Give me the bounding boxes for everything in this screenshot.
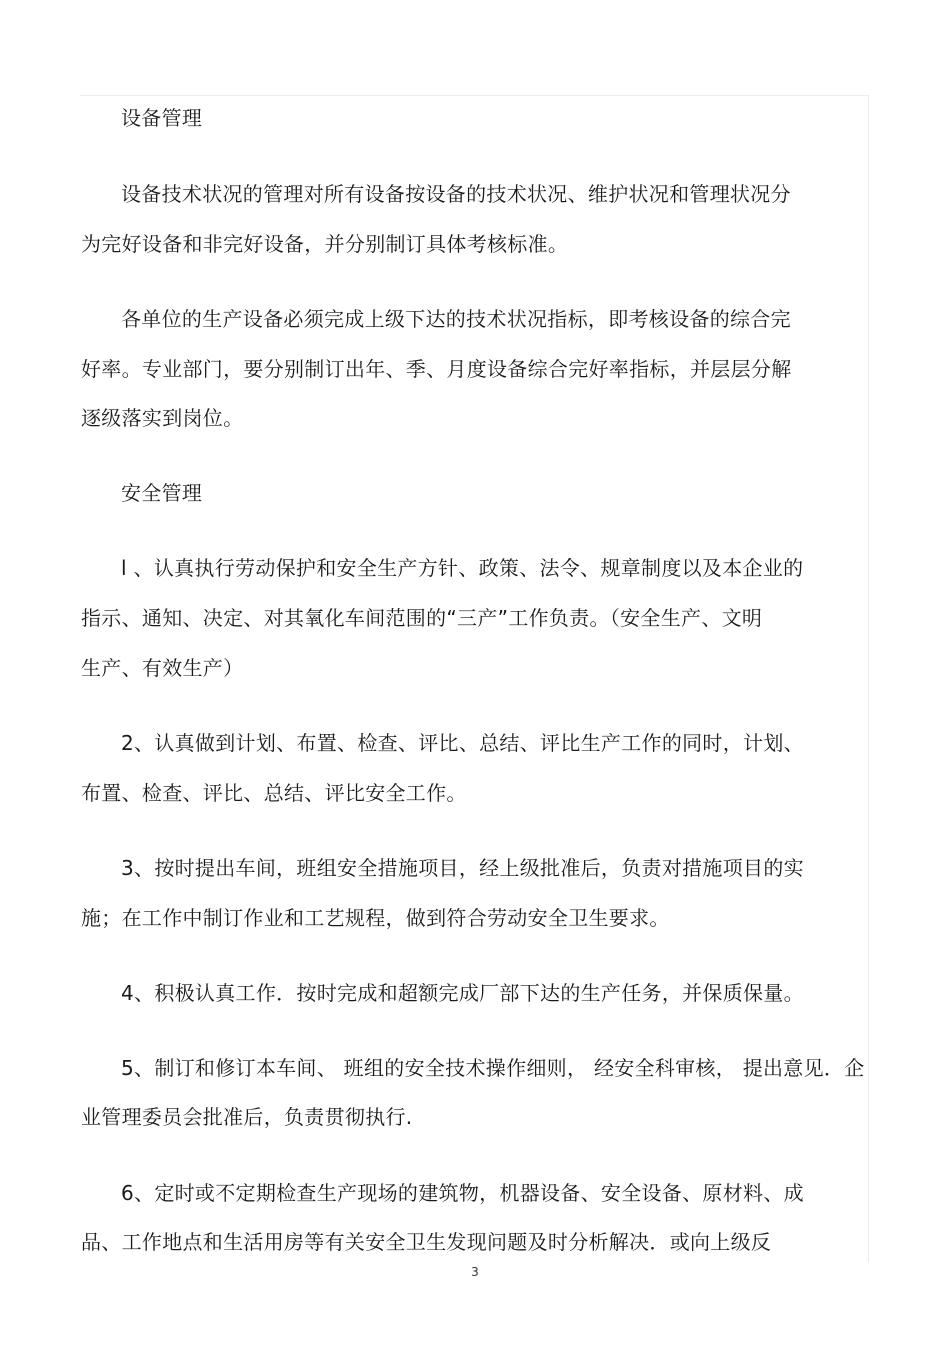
paragraph-line: 各单位的生产设备必须完成上级下达的技术状况指标，即考核设备的综合完 [121, 307, 791, 331]
page-number: 3 [471, 1265, 479, 1279]
paragraph-line: 逐级落实到岗位。 [81, 406, 244, 430]
page-border-top [80, 95, 869, 96]
list-item-line: 6、定时或不定期检查生产现场的建筑物，机器设备、安全设备、原材料、成 [121, 1181, 804, 1205]
page-border-right [868, 95, 869, 1262]
list-item-line: 施；在工作中制订作业和工艺规程，做到符合劳动安全卫生要求。 [81, 906, 670, 930]
list-item-line: 布置、检查、评比、总结、评比安全工作。 [81, 781, 467, 805]
list-item-line: 3、按时提出车间，班组安全措施项目，经上级批准后，负责对措施项目的实 [121, 856, 804, 880]
paragraph-line: 为完好设备和非完好设备，并分别制订具体考核标准。 [81, 232, 569, 256]
list-item-line: 5、制订和修订本车间、 班组的安全技术操作细则， 经安全科审核， 提出意见．企 [121, 1056, 865, 1080]
list-item-line: l 、认真执行劳动保护和安全生产方针、政策、法令、规章制度以及本企业的 [121, 556, 804, 580]
list-item-line: 2、认真做到计划、布置、检查、评比、总结、评比生产工作的同时，计划、 [121, 731, 804, 755]
heading-equipment-management: 设备管理 [121, 106, 203, 130]
heading-safety-management: 安全管理 [121, 481, 203, 505]
list-item-line: 业管理委员会批准后，负责贯彻执行. [81, 1105, 413, 1129]
paragraph-line: 好率。专业部门，要分别制订出年、季、月度设备综合完好率指标，并层层分解 [81, 357, 792, 381]
paragraph-line: 设备技术状况的管理对所有设备按设备的技术状况、维护状况和管理状况分 [121, 182, 791, 206]
list-item-line: 品、工作地点和生活用房等有关安全卫生发现问题及时分析解决．或向上级反 [81, 1230, 772, 1254]
list-item-line: 生产、有效生产） [81, 656, 244, 680]
list-item-line: 4、积极认真工作．按时完成和超额完成厂部下达的生产任务，并保质保量。 [121, 981, 804, 1005]
list-item-line: 指示、通知、决定、对其氧化车间范围的“三产”工作负责。（安全生产、文明 [81, 606, 763, 630]
